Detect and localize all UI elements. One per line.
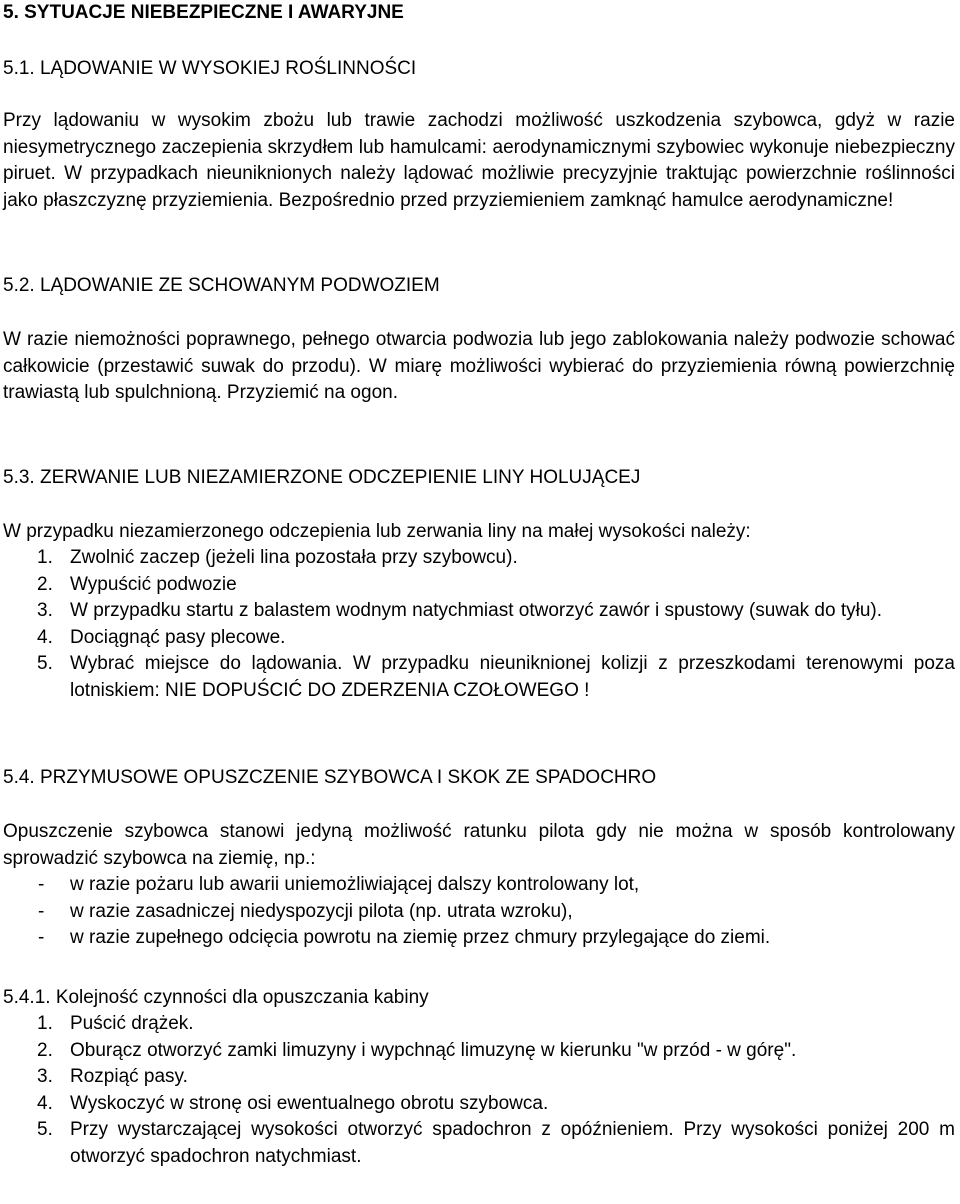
list-marker: 2. xyxy=(37,1039,53,1061)
list-item-text: Zwolnić zaczep (jeżeli lina pozostała przy szybowcu). xyxy=(70,547,518,568)
list-item xyxy=(3,598,955,625)
list-item xyxy=(3,1038,955,1065)
list-item-text: Puścić drążek. xyxy=(70,1013,194,1034)
list-item-text: Wypuścić podwozie xyxy=(70,573,237,595)
document-title: 5. SYTUACJE NIEBEZPIECZNE I AWARYJNE xyxy=(3,2,404,23)
section-heading-5-2: 5.2. LĄDOWANIE ZE SCHOWANYM PODWOZIEM xyxy=(3,275,440,296)
list-marker: 5. xyxy=(37,1119,53,1140)
list-item-text: Oburącz otworzyć zamki limuzyny i wypchnąć limuzynę w kierunku "w przód - w górę". xyxy=(70,1039,797,1061)
list-marker: 4. xyxy=(37,626,53,648)
list-item-text: W przypadku startu z balastem wodnym natychmiast otworzyć zawór i spustowy (suwak do tyłu). xyxy=(70,600,883,621)
list-marker: - xyxy=(38,927,45,948)
subsection-heading-5-4-1: 5.4.1. Kolejność czynności dla opuszczania kabiny xyxy=(3,987,429,1008)
list-marker: 3. xyxy=(37,600,53,621)
list-marker: - xyxy=(38,874,45,895)
section-heading-5-1: 5.1. LĄDOWANIE W WYSOKIEJ ROŚLINNOŚCI xyxy=(3,58,417,79)
section-paragraph-5-1: Przy lądowaniu w wysokim zbożu lub trawie zachodzi możliwość uszkodzenia szybowca, gdyż w razie niesymetrycznego zaczepienia skrzydłem lub hamulcami: aerodynamicznymi szybowiec wykonuje niebezpieczny piruet. W przypadkach nieuniknionych należy lądować możliwie precyzyjnie traktując powierzchnie roślinności jako płaszczyznę przyziemienia. Bezpośrednio przed przyziemieniem zamknąć hamulce aerodynamiczne! xyxy=(3,110,955,211)
list-item xyxy=(3,1064,955,1091)
list-item xyxy=(3,572,955,599)
list-item-text: w razie zupełnego odcięcia powrotu na ziemię przez chmury przylegające do ziemi. xyxy=(70,927,771,948)
list-marker: 3. xyxy=(37,1066,53,1087)
list-item xyxy=(3,899,955,926)
list-marker: 2. xyxy=(37,573,53,595)
list-item xyxy=(3,545,955,572)
list-item xyxy=(3,1117,955,1170)
list-item xyxy=(3,651,955,704)
list-item-text: Rozpiąć pasy. xyxy=(70,1066,188,1087)
list-item-text: Wybrać miejsce do lądowania. W przypadku nieuniknionej kolizji z przeszkodami terenowymi poza lotniskiem: NIE DOPUŚCIĆ DO ZDERZENIA CZOŁOWEGO ! xyxy=(70,653,955,701)
numbered-list-5-3 xyxy=(3,545,955,704)
section-heading-5-4: 5.4. PRZYMUSOWE OPUSZCZENIE SZYBOWCA I SKOK ZE SPADOCHRO xyxy=(3,767,657,788)
list-item xyxy=(3,625,955,652)
section-heading-5-3: 5.3. ZERWANIE LUB NIEZAMIERZONE ODCZEPIENIE LINY HOLUJĄCEJ xyxy=(3,467,641,488)
list-item-text: Przy wystarczającej wysokości otworzyć spadochron z opóźnieniem. Przy wysokości poniżej 200 m otworzyć spadochron natychmiast. xyxy=(70,1119,955,1167)
list-item xyxy=(3,872,955,899)
list-item-text: Dociągnąć pasy plecowe. xyxy=(70,626,286,648)
list-item-text: Wyskoczyć w stronę osi ewentualnego obrotu szybowca. xyxy=(70,1092,549,1114)
list-marker: - xyxy=(38,900,45,922)
list-item xyxy=(3,1091,955,1118)
list-marker: 5. xyxy=(37,653,53,674)
list-item xyxy=(3,1011,955,1038)
list-marker: 1. xyxy=(37,547,53,568)
dash-list-5-4 xyxy=(3,872,955,952)
list-marker: 4. xyxy=(37,1092,53,1114)
list-item xyxy=(3,925,955,952)
list-item-text: w razie zasadniczej niedyspozycji pilota (np. utrata wzroku), xyxy=(70,900,573,922)
list-marker: 1. xyxy=(37,1013,53,1034)
list-item-text: w razie pożaru lub awarii uniemożliwiającej dalszy kontrolowany lot, xyxy=(70,874,640,895)
section-paragraph-5-2: W razie niemożności poprawnego, pełnego otwarcia podwozia lub jego zablokowania należy podwozie schować całkowicie (przestawić suwak do przodu). W miarę możliwości wybierać do przyziemienia równą powierzchnię trawiastą lub spulchnioną. Przyziemić na ogon. xyxy=(3,329,955,403)
numbered-list-5-4-1 xyxy=(3,1011,955,1170)
section-intro-5-3: W przypadku niezamierzonego odczepienia lub zerwania liny na małej wysokości należy: xyxy=(3,521,751,542)
section-paragraph-5-4: Opuszczenie szybowca stanowi jedyną możliwość ratunku pilota gdy nie można w sposób kontrolowany sprowadzić szybowca na ziemię, np.: xyxy=(3,821,955,869)
